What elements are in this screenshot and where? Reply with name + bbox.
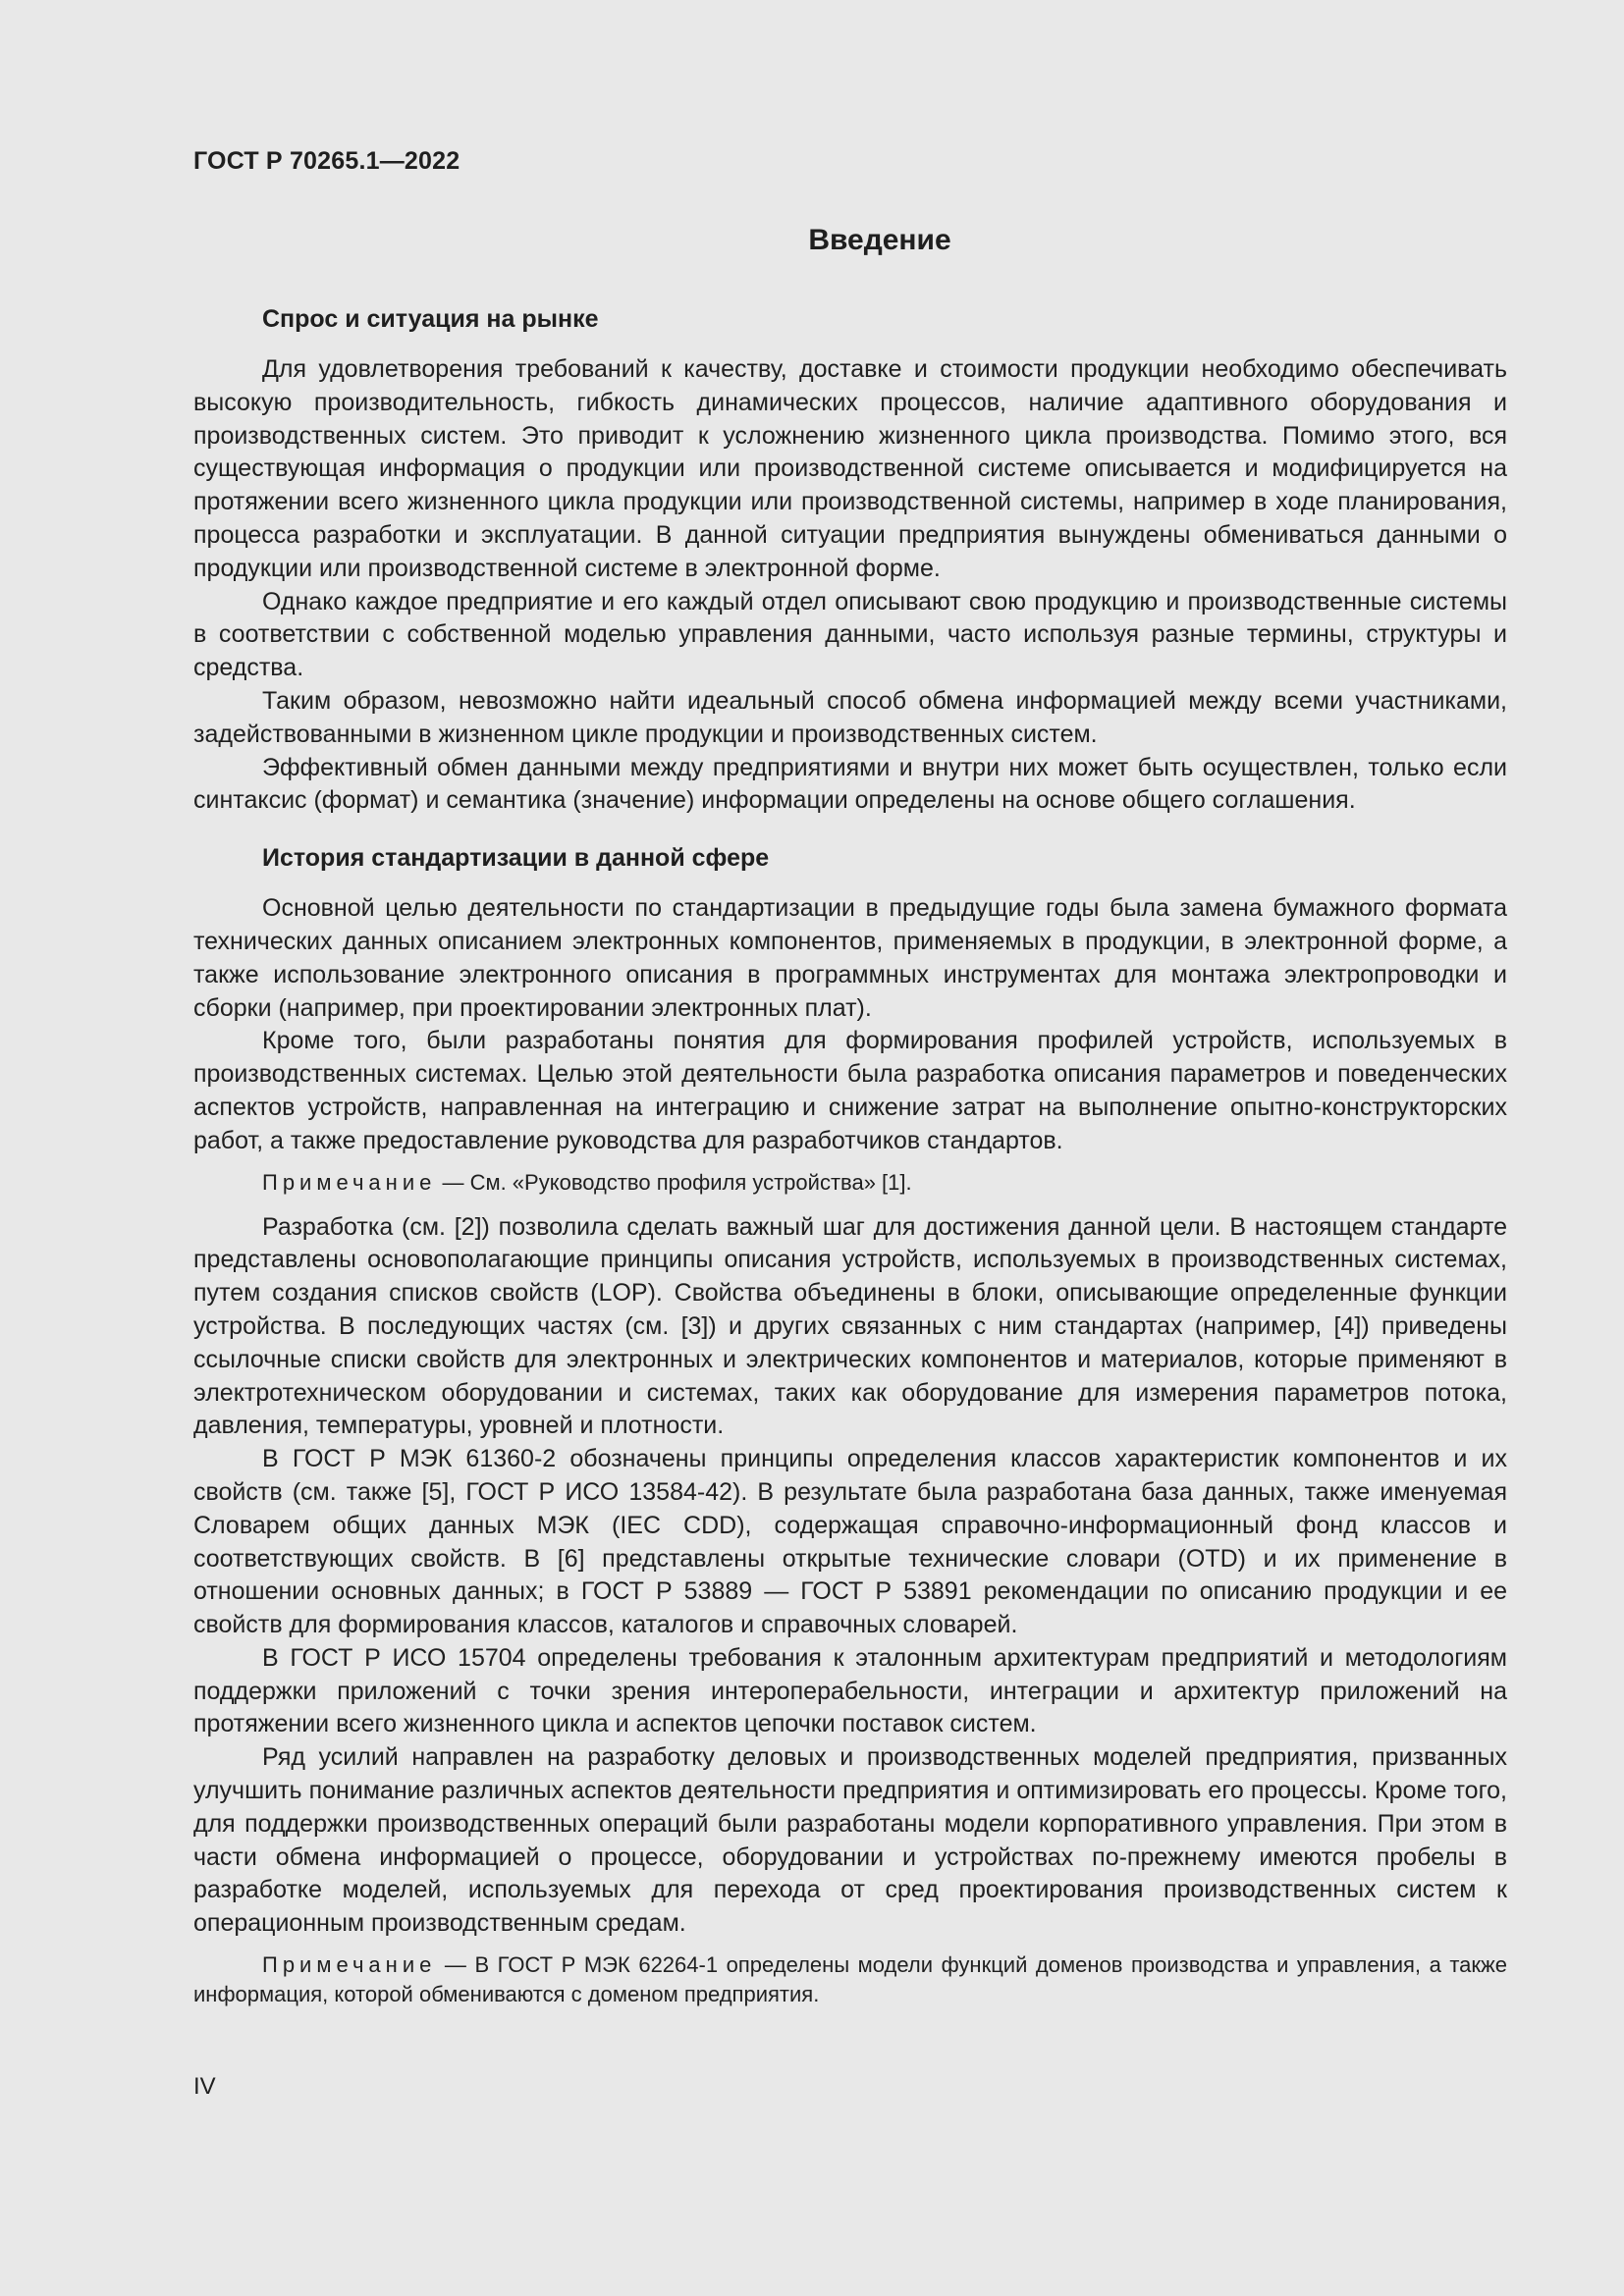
- market-paragraph: Эффективный обмен данными между предприятиями и внутри них может быть осуществлен, только если синтаксис (формат) и семантика (значение) информации определены на основе общего соглашения.: [193, 753, 1507, 815]
- history-paragraph: Основной целью деятельности по стандартизации в предыдущие годы была замена бумажного формата технических данных описанием электронных компонентов, применяемых в продукции, в электронной форме, а также использование электронного описания в программных инструментах для монтажа электропроводки и сборки (например, при проектировании электронных плат).: [193, 894, 1507, 1022]
- history-heading: История стандартизации в данной сфере: [262, 844, 770, 873]
- market-paragraph: Однако каждое предприятие и его каждый отдел описывают свою продукцию и производственные системы в соответствии с собственной моделью управления данными, часто используя разные термины, структуры и средства.: [193, 587, 1507, 682]
- market-paragraph: Для удовлетворения требований к качеству, доставке и стоимости продукции необходимо обеспечивать высокую производительность, гибкость динамических процессов, наличие адаптивного оборудования и производственных систем. Это приводит к усложнению жизненного цикла производства. Помимо этого, вся существующая информация о продукции или производственной системе описывается и модифицируется на протяжении всего жизненного цикла продукции или производственной системы, например в ходе планирования, процесса разработки и эксплуатации. В данной ситуации предприятия вынуждены обмениваться данными о продукции или производственной системе в электронной форме.: [193, 355, 1507, 582]
- note-text: — В ГОСТ Р МЭК 62264-1 определены модели функций доменов производства и управления, а также информация, которой обмениваются с доменом предприятия.: [193, 1952, 1507, 2007]
- note-iec-62264: [193, 1950, 1507, 2009]
- note-text: — См. «Руководство профиля устройства» [1].: [436, 1169, 912, 1195]
- market-paragraph: Таким образом, невозможно найти идеальный способ обмена информацией между всеми участниками, задействованными в жизненном цикле продукции и производственных систем.: [193, 686, 1507, 748]
- history-paragraph: Разработка (см. [2]) позволила сделать важный шаг для достижения данной цели. В настоящем стандарте представлены основополагающие принципы описания устройств, используемых в производственных системах, путем создания списков свойств (LOP). Свойства объединены в блоки, описывающие определенные функции устройства. В последующих частях (см. [3]) и других связанных с ним стандартах (например, [4]) приведены ссылочные списки свойств для электронных и электрических компонентов и материалов, которые применяют в электротехническом оборудовании и системах, таких как оборудование для измерения параметров потока, давления, температуры, уровней и плотности.: [193, 1212, 1507, 1440]
- history-paragraph: В ГОСТ Р ИСО 15704 определены требования к эталонным архитектурам предприятий и методологиям поддержки приложений с точки зрения интероперабельности, интеграции и архитектур приложений на протяжении всего жизненного цикла и аспектов цепочки поставок систем.: [193, 1643, 1507, 1738]
- history-paragraph: Кроме того, были разработаны понятия для формирования профилей устройств, используемых в производственных системах. Целью этой деятельности была разработка описания параметров и поведенческих аспектов устройств, направленная на интеграцию и снижение затрат на выполнение опытно-конструкторских работ, а также предоставление руководства для разработчиков стандартов.: [193, 1027, 1507, 1154]
- history-paragraph: В ГОСТ Р МЭК 61360-2 обозначены принципы определения классов характеристик компонентов и их свойств (см. также [5], ГОСТ Р ИСО 13584-42). В результате была разработана база данных, также именуемая Словарем общих данных МЭК (IEC CDD), содержащая справочно-информационный фонд классов и соответствующих свойств. В [6] представлены открытые технические словари (OTD) и их применение в отношении основных данных; в ГОСТ Р 53889 — ГОСТ Р 53891 рекомендации по описанию продукции и ее свойств для формирования классов, каталогов и справочных словарей.: [193, 1445, 1507, 1639]
- section-title: Введение: [808, 224, 951, 256]
- history-paragraph: Ряд усилий направлен на разработку деловых и производственных моделей предприятия, призванных улучшить понимание различных аспектов деятельности предприятия и оптимизировать его процессы. Кроме того, для поддержки производственных операций были разработаны модели корпоративного управления. При этом в части обмена информацией о процессе, оборудовании и устройствах по-прежнему имеются пробелы в разработке моделей, используемых для перехода от сред проектирования производственных систем к операционным производственным средам.: [193, 1743, 1507, 1938]
- page-content: [193, 224, 1507, 2023]
- document-code-header: ГОСТ Р 70265.1—2022: [193, 147, 460, 175]
- market-heading: Спрос и ситуация на рынке: [262, 305, 599, 333]
- note-device-profile: [193, 1168, 1507, 1198]
- page-number: IV: [193, 2073, 216, 2100]
- note-label: Примечание: [262, 1169, 437, 1195]
- note-label: Примечание: [262, 1952, 437, 1978]
